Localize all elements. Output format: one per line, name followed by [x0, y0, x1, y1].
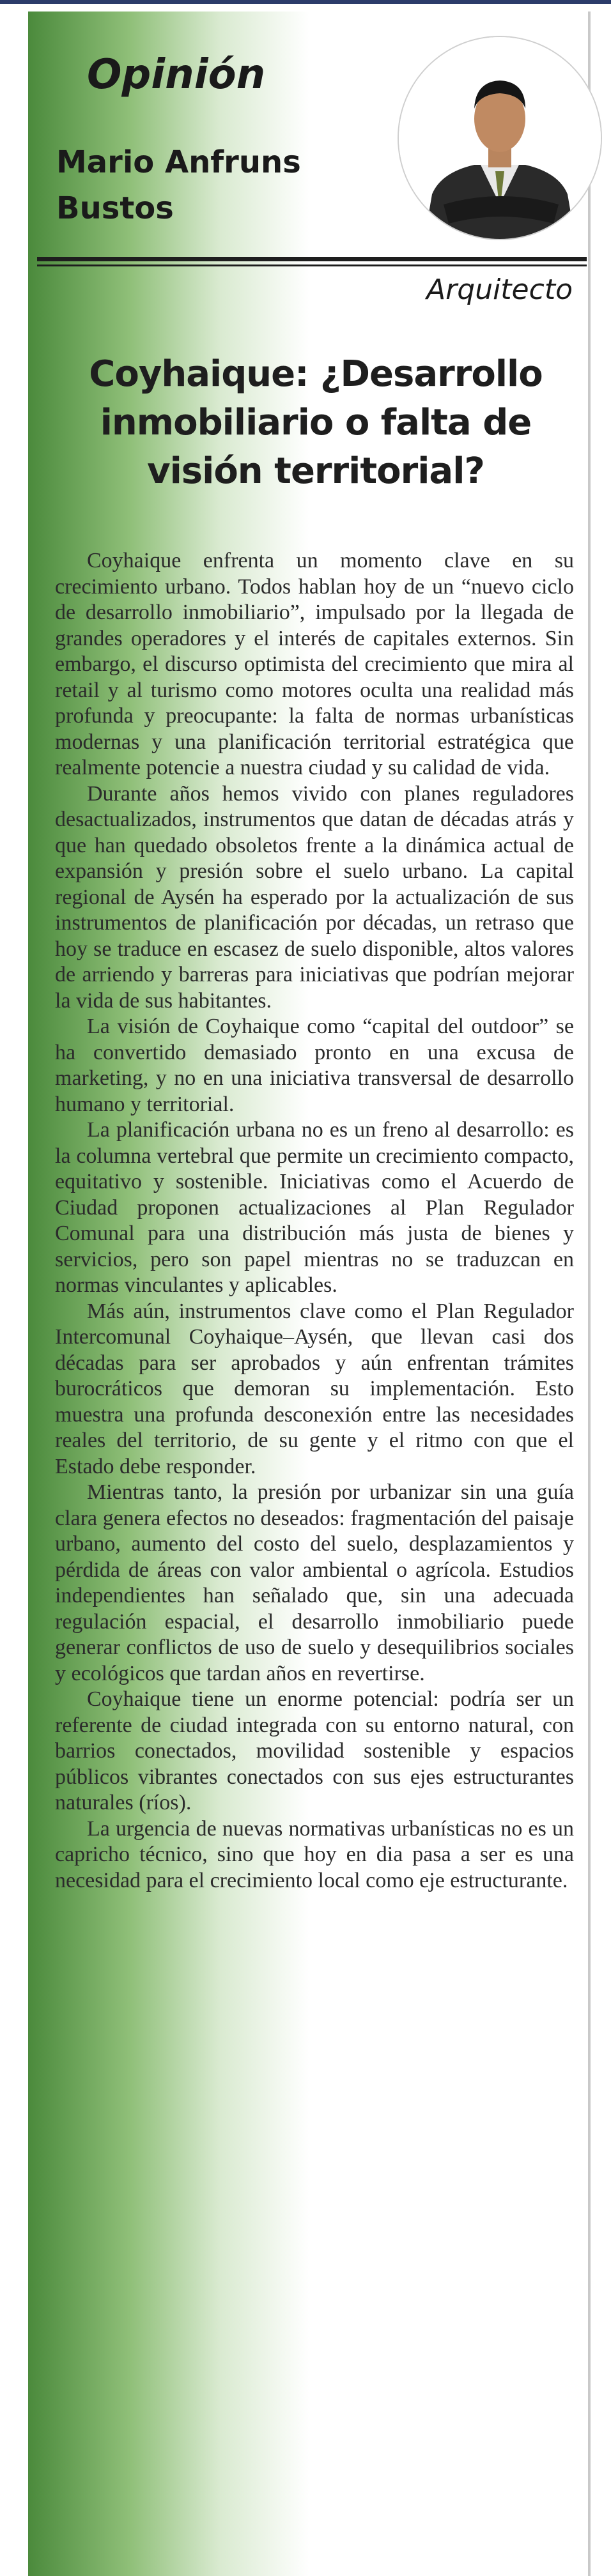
article-paragraph: Más aún, instrumentos clave como el Plan Regulador Intercomunal Coyhaique–Aysén, que llevan casi dos décadas para ser aprobados y aún enfrentan trámites burocráticos que demoran su implementación. Esto muestra una profunda desconexión entre las necesidades reales del territorio, de su gente y el ritmo con que el Estado debe responder. [55, 1299, 574, 1478]
opinion-column [28, 12, 591, 2576]
article-paragraph: Durante años hemos vivido con planes reguladores desactualizados, instrumentos que datan de décadas atrás y que han quedado obsoletos frente a la dinámica actual de expansión y presión sobre el suelo urbano. La capital regional de Aysén ha esperado por la actualización de sus instrumentos de planificación por décadas, un retraso que hoy se traduce en escasez de suelo disponible, altos valores de arriendo y barreras para iniciativas que podrían mejorar la vida de sus habitantes. [55, 781, 574, 1013]
header-divider [37, 257, 587, 261]
article-paragraph: La visión de Coyhaique como “capital del outdoor” se ha convertido demasiado pronto en una excusa de marketing, y no en una iniciativa transversal de desarrollo humano y territorial. [55, 1015, 574, 1116]
article-paragraph: Mientras tanto, la presión por urbanizar sin una guía clara genera efectos no deseados: fragmentación del paisaje urbano, aumento del costo del suelo, desplazamientos y pérdida de áreas con valor ambiental o agrícola. Estudios independientes han señalado que, sin una adecuada regulación espacial, el desarrollo inmobiliario puede generar conflictos de uso de suelo y desequilibrios sociales y ecológicos que tardan años en revertirse. [55, 1480, 574, 1685]
author-photo [399, 37, 601, 239]
header-divider-thin [37, 264, 587, 266]
author-role: Arquitecto [426, 273, 573, 306]
article-paragraph: Coyhaique tiene un enorme potencial: podría ser un referente de ciudad integrada con su entorno natural, con barrios conectados, movilidad sostenible y espacios públicos vibrantes conectados con sus ejes estructurantes naturales (ríos). [55, 1687, 574, 1814]
section-label: Opinión [87, 51, 266, 98]
article-title: Coyhaique: ¿Desarrollo inmobiliario o falta de visión territorial? [89, 353, 543, 492]
top-border-line [0, 0, 611, 4]
article-paragraph: La planificación urbana no es un freno al desarrollo: es la columna vertebral que permite un crecimiento compacto, equitativo y sostenible. Iniciativas como el Acuerdo de Ciudad proponen actualizaciones al Plan Regulador Comunal para una distribución más justa de bienes y servicios, pero son papel mientras no se traduzcan en normas vinculantes y aplicables. [55, 1118, 574, 1297]
article-paragraph: Coyhaique enfrenta un momento clave en su crecimiento urbano. Todos hablan hoy de un “nuevo ciclo de desarrollo inmobiliario”, impulsado por la llegada de grandes operadores y el interés de capitales externos. Sin embargo, el discurso optimista del crecimiento que mira al retail y al turismo como motores oculta una realidad más profunda y preocupante: la falta de normas urbanísticas modernas y una planificación territorial estratégica que realmente potencie a nuestra ciudad y su calidad de vida. [55, 549, 574, 779]
article-paragraph: La urgencia de nuevas normativas urbanísticas no es un capricho técnico, sino que hoy en dia pasa a ser es una necesidad para el crecimiento local como eje estructurante. [55, 1816, 574, 1892]
column-edge [588, 12, 591, 2576]
author-name: Mario Anfruns Bustos [56, 144, 301, 226]
article-body [55, 548, 574, 1894]
